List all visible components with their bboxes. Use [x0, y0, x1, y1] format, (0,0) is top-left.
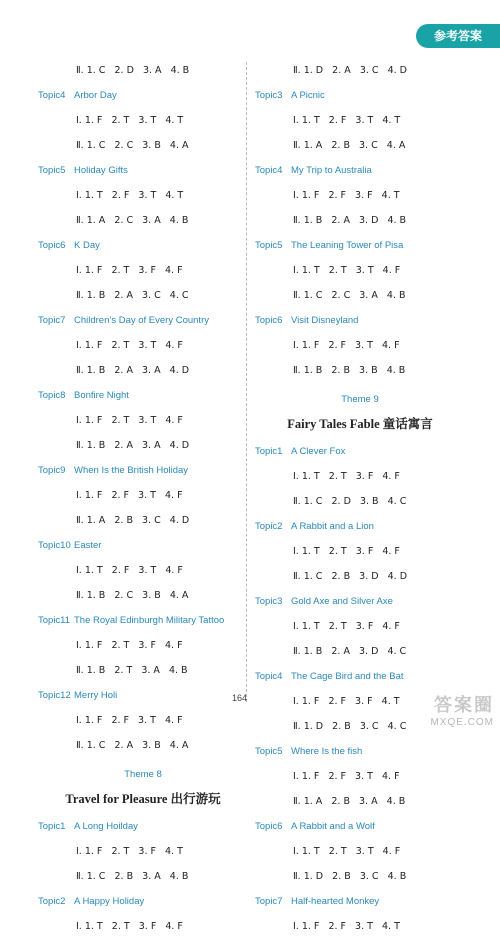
topic-heading — [38, 608, 248, 633]
answer-line: Ⅰ. 1. F 2. T 3. F 4. T — [76, 846, 183, 857]
answer-line: Ⅱ. 1. D 2. B 3. C 4. C — [293, 721, 407, 732]
topic-label: Topic6 — [255, 315, 283, 326]
topic-heading — [255, 664, 465, 689]
topic-heading — [38, 83, 248, 108]
topic-title: Where Is the fish — [291, 746, 363, 757]
topic-title: The Leaning Tower of Pisa — [291, 240, 404, 251]
topic-heading — [255, 83, 465, 108]
topic-title: Bonfire Night — [74, 390, 129, 401]
topic-heading — [38, 814, 248, 839]
answer-line: Ⅰ. 1. T 2. F 3. T 4. T — [293, 115, 401, 126]
answer-line: Ⅱ. 1. B 2. A 3. A 4. D — [76, 365, 190, 376]
topic-title: K Day — [74, 240, 100, 251]
topic-heading — [38, 158, 248, 183]
topic-label: Topic4 — [38, 90, 66, 101]
answer-key-tab: 参考答案 — [416, 24, 500, 48]
answer-line: Ⅰ. 1. T 2. T 3. T 4. F — [293, 846, 401, 857]
topic-label: Topic8 — [38, 390, 66, 401]
watermark-line1: 答案圈 — [434, 695, 494, 715]
theme-header — [255, 383, 465, 439]
topic-label: Topic7 — [255, 896, 283, 907]
answer-line: Ⅱ. 1. C 2. C 3. A 4. B — [293, 290, 406, 301]
answer-line: Ⅱ. 1. D 2. A 3. C 4. D — [293, 65, 407, 76]
topic-heading — [255, 158, 465, 183]
topic-label: Topic5 — [255, 746, 283, 757]
answer-line: Ⅱ. 1. C 2. B 3. D 4. D — [293, 571, 408, 582]
topic-title: A Long Hoilday — [74, 821, 138, 832]
page-number: 164 — [232, 693, 248, 703]
topic-label: Topic6 — [255, 821, 283, 832]
theme-number: Theme 9 — [341, 394, 379, 405]
topic-label: Topic7 — [38, 315, 66, 326]
answer-line: Ⅰ. 1. F 2. F 3. T 4. F — [76, 490, 183, 501]
topic-title: Easter — [74, 540, 102, 551]
topic-title: Half-hearted Monkey — [291, 896, 380, 907]
answer-line: Ⅰ. 1. F 2. T 3. T 4. T — [76, 115, 184, 126]
answer-line: Ⅰ. 1. F 2. F 3. T 4. F — [76, 715, 183, 726]
topic-title: The Royal Edinburgh Military Tattoo — [74, 615, 225, 626]
answer-line: Ⅰ. 1. F 2. T 3. T 4. F — [76, 340, 183, 351]
answer-line: Ⅱ. 1. C 2. C 3. B 4. A — [76, 140, 189, 151]
topic-heading — [255, 233, 465, 258]
watermark-line2: MXQE.COM — [430, 717, 494, 728]
topic-title: Arbor Day — [74, 90, 117, 101]
topic-label: Topic10 — [38, 540, 71, 551]
topic-title: A Clever Fox — [291, 446, 346, 457]
answer-line: Ⅱ. 1. B 2. A 3. D 4. B — [293, 215, 407, 226]
topic-title: The Cage Bird and the Bat — [291, 671, 404, 682]
answer-line: Ⅱ. 1. A 2. B 3. C 4. D — [76, 515, 190, 526]
topic-label: Topic2 — [38, 896, 66, 907]
right-column — [255, 58, 465, 939]
topic-title: A Rabbit and a Lion — [291, 521, 374, 532]
page-header — [0, 0, 500, 50]
topic-heading — [255, 739, 465, 764]
topic-heading — [255, 439, 465, 464]
topic-heading — [255, 514, 465, 539]
answer-line: Ⅰ. 1. T 2. T 3. F 4. F — [293, 546, 400, 557]
topic-heading — [255, 814, 465, 839]
answer-line: Ⅱ. 1. C 2. D 3. B 4. C — [293, 496, 407, 507]
answer-line: Ⅱ. 1. B 2. B 3. B 4. B — [293, 365, 406, 376]
answer-line: Ⅰ. 1. F 2. F 3. T 4. T — [293, 921, 400, 932]
answer-line: Ⅱ. 1. B 2. T 3. A 4. B — [76, 665, 188, 676]
answer-line: Ⅰ. 1. T 2. T 3. F 4. F — [293, 471, 400, 482]
topic-title: Visit Disneyland — [291, 315, 359, 326]
topic-label: Topic12 — [38, 690, 71, 701]
answer-line: Ⅱ. 1. B 2. C 3. B 4. A — [76, 590, 189, 601]
topic-heading — [38, 889, 248, 914]
answer-line: Ⅰ. 1. F 2. T 3. F 4. F — [76, 640, 183, 651]
topic-title: Merry Holi — [74, 690, 118, 701]
topic-label: Topic4 — [255, 165, 283, 176]
answer-line: Ⅰ. 1. F 2. F 3. F 4. T — [293, 190, 400, 201]
topic-heading — [255, 889, 465, 914]
topic-label: Topic4 — [255, 671, 283, 682]
answer-line: Ⅱ. 1. B 2. A 3. C 4. C — [76, 290, 189, 301]
topic-heading — [255, 589, 465, 614]
topic-label: Topic5 — [38, 165, 66, 176]
topic-title: A Picnic — [291, 90, 325, 101]
answer-line: Ⅰ. 1. T 2. T 3. T 4. F — [293, 265, 401, 276]
answer-line: Ⅰ. 1. F 2. T 3. T 4. F — [76, 415, 183, 426]
answer-line: Ⅰ. 1. F 2. F 3. T 4. F — [293, 340, 400, 351]
theme-title: Fairy Tales Fable 童话寓言 — [287, 417, 433, 431]
answer-line: Ⅱ. 1. C 2. A 3. B 4. A — [76, 740, 189, 751]
answer-line: Ⅱ. 1. A 2. B 3. C 4. A — [293, 140, 406, 151]
answer-line: Ⅰ. 1. T 2. F 3. T 4. F — [76, 565, 183, 576]
answer-line: Ⅱ. 1. C 2. D 3. A 4. B — [76, 65, 190, 76]
topic-label: Topic3 — [255, 596, 283, 607]
answer-line: Ⅱ. 1. C 2. B 3. A 4. B — [76, 871, 189, 882]
topic-label: Topic2 — [255, 521, 283, 532]
topic-title: When Is the British Holiday — [74, 465, 189, 476]
answer-line: Ⅱ. 1. A 2. C 3. A 4. B — [76, 215, 189, 226]
topic-title: Holiday Gifts — [74, 165, 128, 176]
topic-heading — [38, 383, 248, 408]
answer-line: Ⅰ. 1. T 2. F 3. T 4. T — [76, 190, 184, 201]
answer-line: Ⅰ. 1. T 2. T 3. F 4. F — [293, 621, 400, 632]
answer-line: Ⅱ. 1. A 2. B 3. A 4. B — [293, 796, 406, 807]
theme-number: Theme 8 — [124, 769, 162, 780]
answer-line: Ⅱ. 1. B 2. A 3. A 4. D — [76, 440, 190, 451]
topic-label: Topic11 — [38, 615, 71, 626]
topic-heading — [38, 683, 248, 708]
topic-title: My Trip to Australia — [291, 165, 372, 176]
answer-line: Ⅰ. 1. F 2. F 3. F 4. T — [293, 696, 400, 707]
answer-line: Ⅱ. 1. D 2. B 3. C 4. B — [293, 871, 407, 882]
theme-header — [38, 758, 248, 814]
topic-heading — [38, 233, 248, 258]
topic-heading — [255, 308, 465, 333]
topic-title: Children’s Day of Every Country — [74, 315, 209, 326]
topic-heading — [38, 533, 248, 558]
left-column — [38, 58, 248, 939]
topic-label: Topic6 — [38, 240, 66, 251]
topic-heading — [38, 308, 248, 333]
topic-title: A Rabbit and a Wolf — [291, 821, 375, 832]
topic-title: Gold Axe and Silver Axe — [291, 596, 393, 607]
topic-label: Topic1 — [255, 446, 283, 457]
answer-line: Ⅰ. 1. F 2. F 3. T 4. F — [293, 771, 400, 782]
watermark-logo — [402, 691, 494, 727]
answer-line: Ⅰ. 1. F 2. T 3. F 4. F — [76, 265, 183, 276]
topic-title: A Happy Holiday — [74, 896, 145, 907]
topic-heading — [38, 458, 248, 483]
answer-line: Ⅰ. 1. T 2. T 3. F 4. F — [76, 921, 183, 932]
topic-label: Topic1 — [38, 821, 66, 832]
answer-line: Ⅱ. 1. B 2. A 3. D 4. C — [293, 646, 407, 657]
topic-label: Topic3 — [255, 90, 283, 101]
theme-title: Travel for Pleasure 出行游玩 — [65, 792, 221, 806]
topic-label: Topic5 — [255, 240, 283, 251]
topic-label: Topic9 — [38, 465, 66, 476]
